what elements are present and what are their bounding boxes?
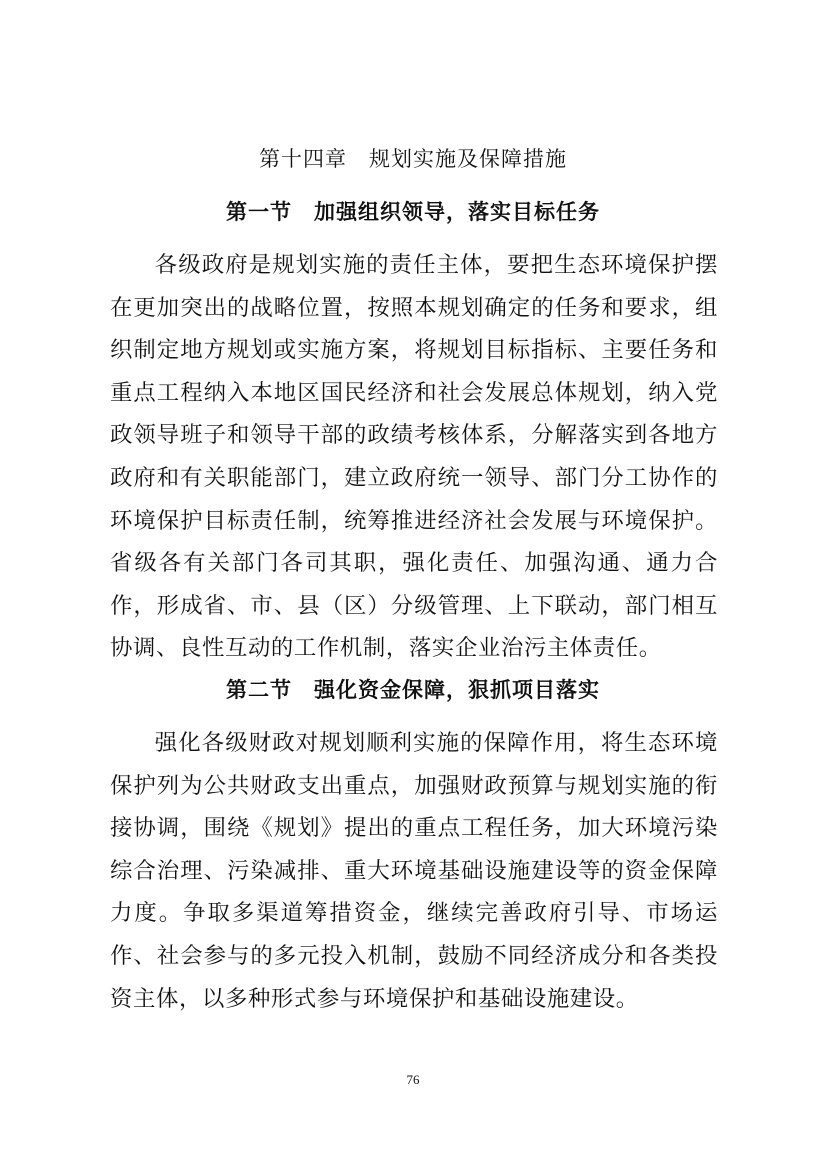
section-2-title: 第二节 强化资金保障，狠抓项目落实 [226, 678, 600, 702]
section-2-paragraph: 强化各级财政对规划顺利实施的保障作用，将生态环境保护列为公共财政支出重点，加强财政预算与规划实施的衔接协调，围绕《规划》提出的重点工程任务，加大环境污染综合治理、污染减排、重大环境基础设施建设等的资金保障力度。争取多渠道筹措资金，继续完善政府引导、市场运作、社会参与的多元投入机制，鼓励不同经济成分和各类投资主体，以多种形式参与环境保护和基础设施建设。 [110, 730, 718, 1012]
section-1-title: 第一节 加强组织领导，落实目标任务 [226, 200, 600, 224]
chapter-title: 第十四章 规划实施及保障措施 [259, 147, 567, 171]
page-number: 76 [406, 1072, 420, 1087]
section-1-paragraph: 各级政府是规划实施的责任主体，要把生态环境保护摆在更加突出的战略位置，按照本规划确定的任务和要求，组织制定地方规划或实施方案，将规划目标指标、主要任务和重点工程纳入本地区国民经济和社会发展总体规划，纳入党政领导班子和领导干部的政绩考核体系，分解落实到各地方政府和有关职能部门，建立政府统一领导、部门分工协作的环境保护目标责任制，统筹推进经济社会发展与环境保护。省级各有关部门各司其职，强化责任、加强沟通、通力合作，形成省、市、县（区）分级管理、上下联动，部门相互协调、良性互动的工作机制，落实企业治污主体责任。 [110, 252, 718, 662]
